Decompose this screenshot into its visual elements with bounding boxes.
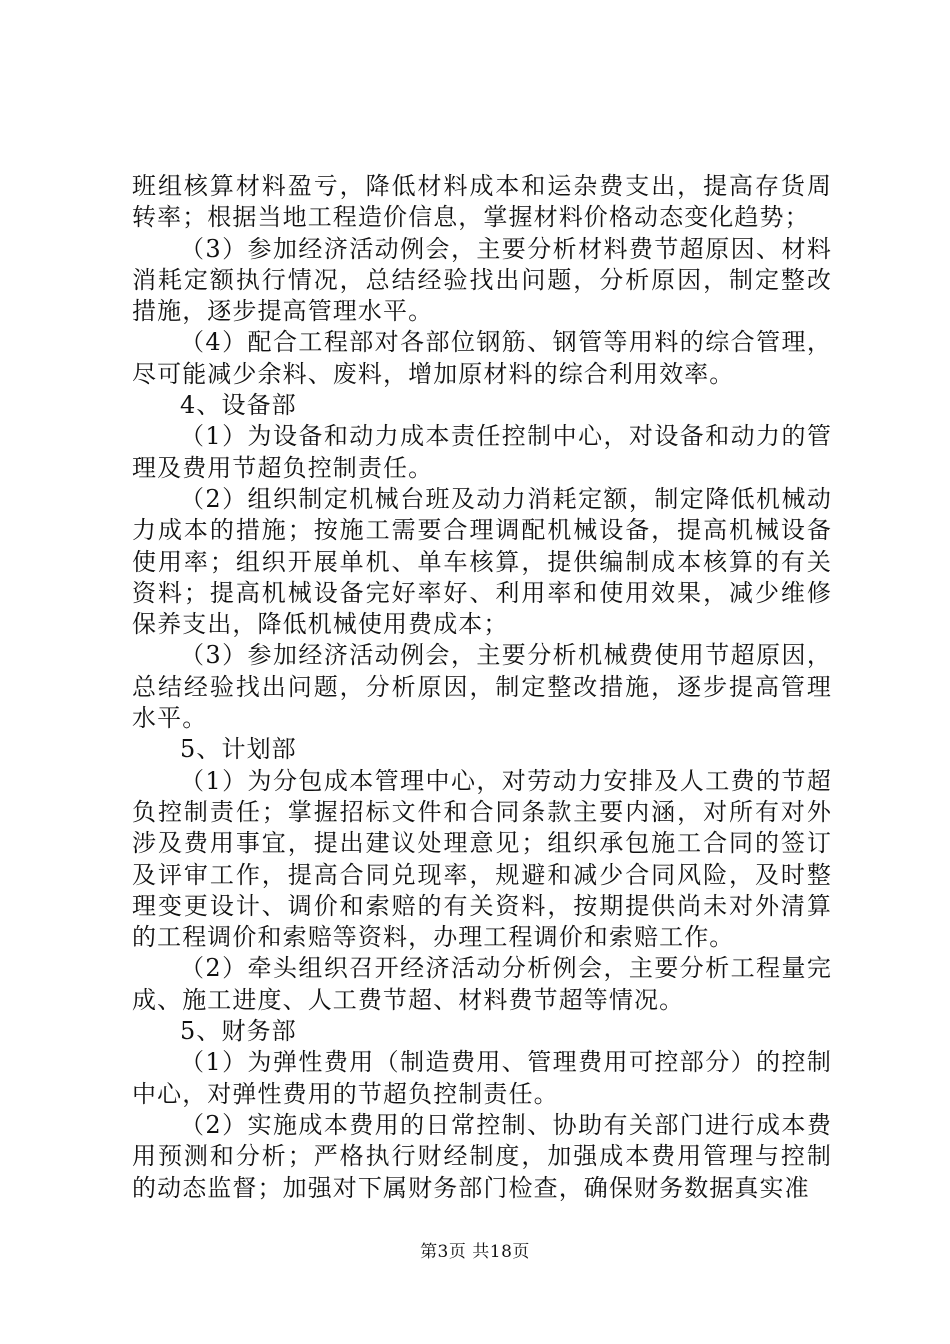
paragraph-material-item-3: （3）参加经济活动例会，主要分析材料费节超原因、材料消耗定额执行情况，总结经验找出问题，分析原因，制定整改措施，逐步提高管理水平。: [132, 234, 832, 326]
section-heading-planning: 5、计划部: [180, 735, 297, 764]
paragraph-equipment-item-1: （1）为设备和动力成本责任控制中心，对设备和动力的管理及费用节超负控制责任。: [132, 422, 832, 482]
paragraph-finance-item-2: （2）实施成本费用的日常控制、协助有关部门进行成本费用预测和分析；严格执行财经制度，加强成本费用管理与控制的动态监督；加强对下属财务部门检查，确保财务数据真实准: [132, 1110, 832, 1202]
paragraph-equipment-item-3: （3）参加经济活动例会，主要分析机械费使用节超原因，总结经验找出问题，分析原因，制定整改措施，逐步提高管理水平。: [132, 641, 832, 733]
paragraph-finance-item-1: （1）为弹性费用（制造费用、管理费用可控部分）的控制中心，对弹性费用的节超负控制责任。: [132, 1048, 832, 1108]
page-footer: 第3页 共18页: [420, 1242, 530, 1262]
paragraph-equipment-item-2: （2）组织制定机械台班及动力消耗定额，制定降低机械动力成本的措施；按施工需要合理调配机械设备，提高机械设备使用率；组织开展单机、单车核算，提供编制成本核算的有关资料；提高机械设备完好率好、利用率和使用效果，减少维修保养支出，降低机械使用费成本；: [132, 484, 832, 639]
document-body: [132, 171, 832, 1204]
section-heading-equipment: 4、设备部: [180, 391, 297, 420]
paragraph-material-item-4: （4）配合工程部对各部位钢筋、钢管等用料的综合管理，尽可能减少余料、废料，增加原材料的综合利用效率。: [132, 328, 832, 388]
paragraph-continuation: 班组核算材料盈亏，降低材料成本和运杂费支出，提高存货周转率；根据当地工程造价信息，掌握材料价格动态变化趋势；: [132, 172, 832, 232]
section-heading-finance: 5、财务部: [180, 1017, 297, 1046]
paragraph-planning-item-2: （2）牵头组织召开经济活动分析例会，主要分析工程量完成、施工进度、人工费节超、材料费节超等情况。: [132, 954, 832, 1014]
paragraph-planning-item-1: （1）为分包成本管理中心，对劳动力安排及人工费的节超负控制责任；掌握招标文件和合同条款主要内涵，对所有对外涉及费用事宜，提出建议处理意见；组织承包施工合同的签订及评审工作，提高合同兑现率，规避和减少合同风险，及时整理变更设计、调价和索赔的有关资料，按期提供尚未对外清算的工程调价和索赔等资料，办理工程调价和索赔工作。: [132, 766, 832, 952]
